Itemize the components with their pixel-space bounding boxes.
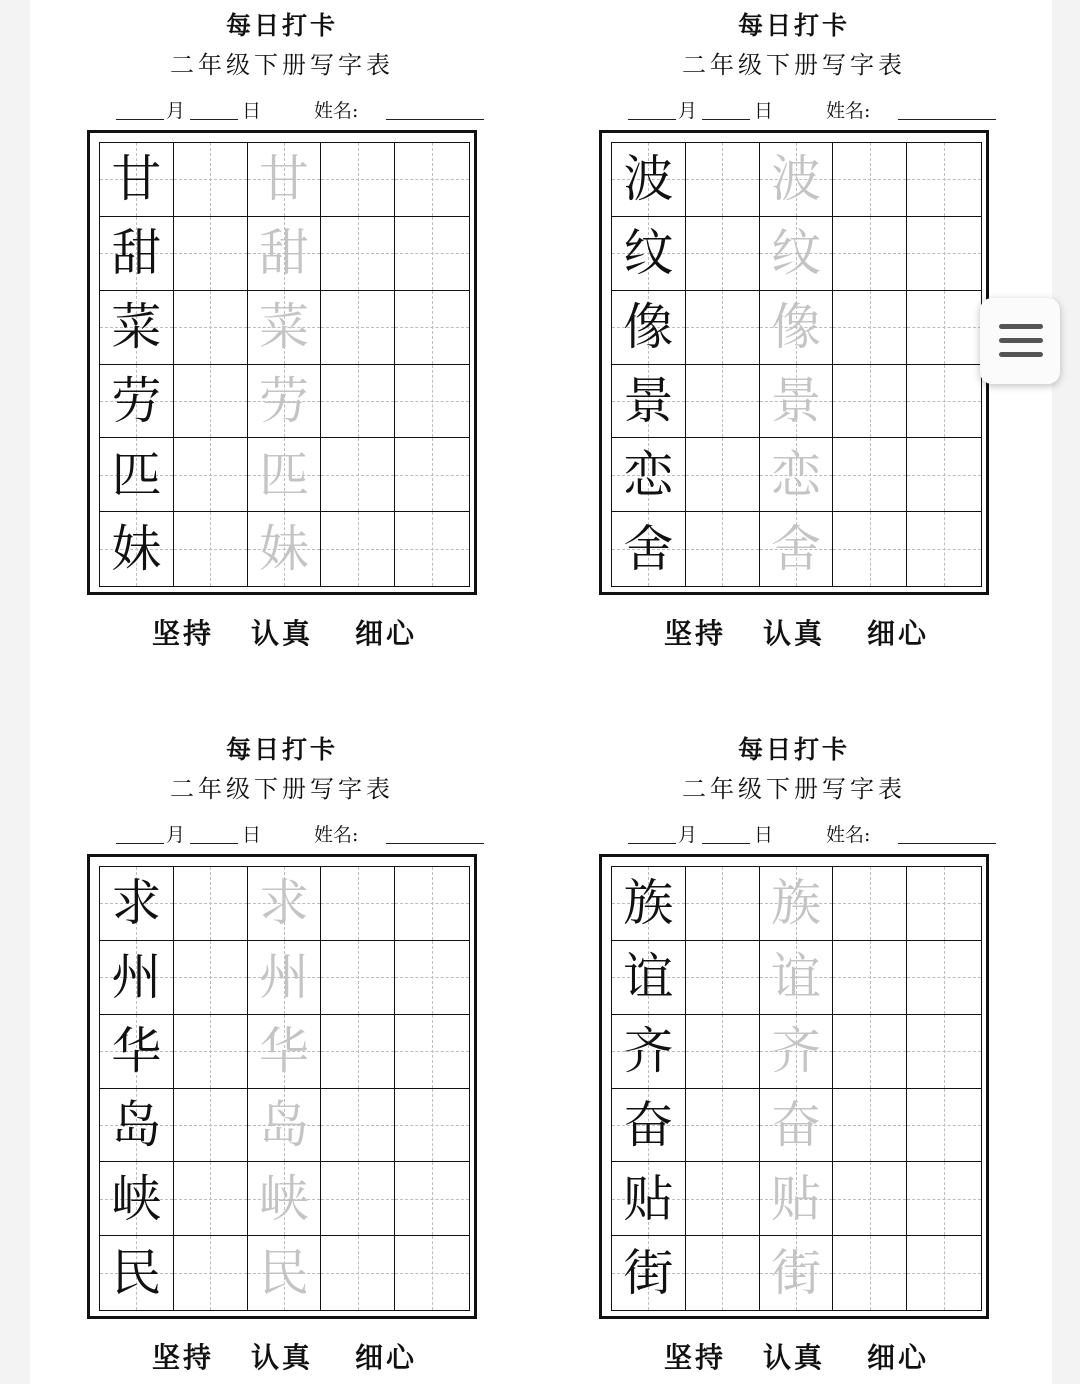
character-cell bbox=[100, 512, 174, 586]
practice-cell[interactable] bbox=[686, 867, 760, 941]
practice-cell[interactable] bbox=[907, 1162, 981, 1236]
name-label: 姓名: bbox=[314, 824, 359, 846]
month-blank[interactable] bbox=[628, 843, 676, 844]
character-cell bbox=[612, 941, 686, 1015]
model-character: 波 bbox=[623, 150, 674, 209]
character-cell bbox=[612, 365, 686, 439]
model-character: 奋 bbox=[623, 1095, 674, 1154]
model-character: 妹 bbox=[111, 520, 162, 579]
character-cell bbox=[612, 143, 686, 217]
month-label: 月 bbox=[166, 100, 186, 122]
character-grid-frame bbox=[599, 854, 989, 1319]
motto-text: 细心 bbox=[355, 1341, 418, 1374]
practice-cell[interactable] bbox=[321, 1236, 395, 1310]
practice-cell[interactable] bbox=[174, 217, 248, 291]
motto-text: 细心 bbox=[867, 617, 930, 650]
character-cell bbox=[100, 1089, 174, 1163]
name-blank[interactable] bbox=[898, 843, 996, 844]
practice-cell[interactable] bbox=[833, 867, 907, 941]
model-character: 贴 bbox=[623, 1169, 674, 1228]
month-label: 月 bbox=[166, 824, 186, 846]
worksheet-subtitle: 二年级下册写字表 bbox=[170, 51, 394, 79]
practice-cell[interactable] bbox=[686, 438, 760, 512]
character-cell bbox=[612, 1015, 686, 1089]
motto-text: 坚持 bbox=[152, 617, 215, 650]
floating-menu-button[interactable] bbox=[980, 298, 1060, 384]
motto-text: 坚持 bbox=[152, 1341, 215, 1374]
character-cell bbox=[248, 1162, 322, 1236]
motto-text: 细心 bbox=[867, 1341, 930, 1374]
character-cell bbox=[248, 512, 322, 586]
day-label: 日 bbox=[242, 824, 262, 846]
character-cell bbox=[760, 217, 834, 291]
practice-cell[interactable] bbox=[907, 512, 981, 586]
motto-text: 认真 bbox=[251, 617, 314, 650]
practice-cell[interactable] bbox=[833, 143, 907, 217]
character-cell bbox=[100, 438, 174, 512]
trace-character: 景 bbox=[770, 371, 821, 430]
character-grid-frame bbox=[599, 130, 989, 595]
character-cell bbox=[248, 143, 322, 217]
model-character: 菜 bbox=[111, 298, 162, 357]
practice-cell[interactable] bbox=[395, 438, 469, 512]
practice-cell[interactable] bbox=[686, 941, 760, 1015]
character-grid bbox=[611, 142, 982, 587]
practice-cell[interactable] bbox=[321, 512, 395, 586]
model-character: 匹 bbox=[111, 445, 162, 504]
practice-cell[interactable] bbox=[321, 1015, 395, 1089]
character-grid-frame bbox=[87, 854, 477, 1319]
trace-character: 求 bbox=[258, 874, 309, 933]
practice-cell[interactable] bbox=[686, 1162, 760, 1236]
month-blank[interactable] bbox=[628, 119, 676, 120]
worksheet-title: 每日打卡 bbox=[737, 735, 850, 764]
practice-cell[interactable] bbox=[907, 941, 981, 1015]
character-cell bbox=[612, 291, 686, 365]
character-cell bbox=[248, 1236, 322, 1310]
practice-cell[interactable] bbox=[833, 438, 907, 512]
model-character: 谊 bbox=[623, 948, 674, 1007]
practice-cell[interactable] bbox=[907, 291, 981, 365]
name-blank[interactable] bbox=[386, 843, 484, 844]
character-cell bbox=[760, 1162, 834, 1236]
practice-cell[interactable] bbox=[174, 941, 248, 1015]
practice-cell[interactable] bbox=[833, 365, 907, 439]
practice-cell[interactable] bbox=[174, 365, 248, 439]
character-grid bbox=[611, 866, 982, 1311]
day-label: 日 bbox=[754, 824, 774, 846]
trace-character: 贴 bbox=[770, 1169, 821, 1228]
worksheet-title: 每日打卡 bbox=[225, 735, 338, 764]
character-cell bbox=[760, 365, 834, 439]
trace-character: 纹 bbox=[770, 224, 821, 283]
practice-cell[interactable] bbox=[174, 438, 248, 512]
practice-cell[interactable] bbox=[686, 365, 760, 439]
model-character: 民 bbox=[111, 1244, 162, 1303]
practice-cell[interactable] bbox=[395, 1236, 469, 1310]
model-character: 恋 bbox=[623, 445, 674, 504]
model-character: 甜 bbox=[111, 224, 162, 283]
motto-text: 坚持 bbox=[664, 1341, 727, 1374]
practice-cell[interactable] bbox=[833, 291, 907, 365]
trace-character: 峡 bbox=[258, 1169, 309, 1228]
character-cell bbox=[612, 1089, 686, 1163]
worksheet-title: 每日打卡 bbox=[225, 11, 338, 40]
character-cell bbox=[100, 1015, 174, 1089]
trace-character: 甜 bbox=[258, 224, 309, 283]
character-cell bbox=[100, 1162, 174, 1236]
practice-cell[interactable] bbox=[321, 365, 395, 439]
month-label: 月 bbox=[678, 100, 698, 122]
practice-cell[interactable] bbox=[686, 291, 760, 365]
model-character: 甘 bbox=[111, 150, 162, 209]
trace-character: 妹 bbox=[258, 520, 309, 579]
practice-cell[interactable] bbox=[686, 1236, 760, 1310]
hamburger-menu-icon-bar bbox=[999, 352, 1043, 357]
name-blank[interactable] bbox=[898, 119, 996, 120]
practice-cell[interactable] bbox=[174, 291, 248, 365]
worksheet-title: 每日打卡 bbox=[737, 11, 850, 40]
model-character: 劳 bbox=[111, 371, 162, 430]
hamburger-menu-icon bbox=[999, 324, 1043, 329]
practice-cell[interactable] bbox=[174, 867, 248, 941]
day-label: 日 bbox=[754, 100, 774, 122]
character-cell bbox=[248, 867, 322, 941]
character-cell bbox=[248, 941, 322, 1015]
worksheet-3 bbox=[62, 724, 502, 1384]
trace-character: 岛 bbox=[258, 1095, 309, 1154]
practice-cell[interactable] bbox=[321, 143, 395, 217]
name-label: 姓名: bbox=[826, 824, 871, 846]
practice-cell[interactable] bbox=[395, 1089, 469, 1163]
practice-cell[interactable] bbox=[395, 1162, 469, 1236]
trace-character: 波 bbox=[770, 150, 821, 209]
worksheet-4 bbox=[574, 724, 1014, 1384]
month-label: 月 bbox=[678, 824, 698, 846]
character-cell bbox=[612, 512, 686, 586]
model-character: 族 bbox=[623, 874, 674, 933]
model-character: 齐 bbox=[623, 1022, 674, 1081]
character-cell bbox=[612, 1236, 686, 1310]
model-character: 像 bbox=[623, 298, 674, 357]
model-character: 州 bbox=[111, 948, 162, 1007]
practice-cell[interactable] bbox=[907, 867, 981, 941]
character-cell bbox=[760, 1015, 834, 1089]
practice-cell[interactable] bbox=[686, 1089, 760, 1163]
practice-cell[interactable] bbox=[907, 1236, 981, 1310]
character-cell bbox=[760, 1089, 834, 1163]
trace-character: 街 bbox=[770, 1244, 821, 1303]
practice-cell[interactable] bbox=[174, 143, 248, 217]
character-cell bbox=[760, 291, 834, 365]
practice-cell[interactable] bbox=[907, 217, 981, 291]
practice-cell[interactable] bbox=[174, 1089, 248, 1163]
date-name-line bbox=[116, 820, 486, 848]
practice-cell[interactable] bbox=[395, 1015, 469, 1089]
month-blank[interactable] bbox=[116, 119, 164, 120]
name-label: 姓名: bbox=[826, 100, 871, 122]
practice-cell[interactable] bbox=[321, 291, 395, 365]
practice-cell[interactable] bbox=[395, 143, 469, 217]
character-cell bbox=[100, 867, 174, 941]
practice-cell[interactable] bbox=[686, 1015, 760, 1089]
date-name-line bbox=[628, 820, 998, 848]
trace-character: 谊 bbox=[770, 948, 821, 1007]
practice-cell[interactable] bbox=[321, 867, 395, 941]
practice-cell[interactable] bbox=[833, 512, 907, 586]
worksheet-2 bbox=[574, 0, 1014, 660]
trace-character: 匹 bbox=[258, 445, 309, 504]
practice-cell[interactable] bbox=[395, 512, 469, 586]
practice-cell[interactable] bbox=[174, 1162, 248, 1236]
motto-text: 认真 bbox=[763, 1341, 826, 1374]
worksheet-1 bbox=[62, 0, 502, 660]
character-cell bbox=[760, 1236, 834, 1310]
character-cell bbox=[612, 1162, 686, 1236]
model-character: 景 bbox=[623, 371, 674, 430]
character-cell bbox=[248, 291, 322, 365]
trace-character: 舍 bbox=[770, 520, 821, 579]
character-cell bbox=[100, 291, 174, 365]
practice-cell[interactable] bbox=[321, 941, 395, 1015]
practice-cell[interactable] bbox=[686, 512, 760, 586]
character-cell bbox=[760, 438, 834, 512]
trace-character: 齐 bbox=[770, 1022, 821, 1081]
day-blank[interactable] bbox=[702, 119, 750, 120]
trace-character: 族 bbox=[770, 874, 821, 933]
name-blank[interactable] bbox=[386, 119, 484, 120]
character-cell bbox=[760, 512, 834, 586]
character-grid bbox=[99, 142, 470, 587]
model-character: 华 bbox=[111, 1022, 162, 1081]
practice-cell[interactable] bbox=[907, 143, 981, 217]
character-cell bbox=[100, 941, 174, 1015]
character-cell bbox=[612, 438, 686, 512]
practice-cell[interactable] bbox=[833, 941, 907, 1015]
worksheet-subtitle: 二年级下册写字表 bbox=[170, 775, 394, 803]
practice-cell[interactable] bbox=[907, 1015, 981, 1089]
motto-text: 认真 bbox=[251, 1341, 314, 1374]
character-cell bbox=[100, 217, 174, 291]
character-cell bbox=[248, 438, 322, 512]
model-character: 峡 bbox=[111, 1169, 162, 1228]
month-blank[interactable] bbox=[116, 843, 164, 844]
practice-cell[interactable] bbox=[321, 1162, 395, 1236]
character-cell bbox=[100, 365, 174, 439]
trace-character: 甘 bbox=[258, 150, 309, 209]
date-name-line bbox=[116, 96, 486, 124]
character-cell bbox=[248, 365, 322, 439]
practice-cell[interactable] bbox=[833, 217, 907, 291]
trace-character: 民 bbox=[258, 1244, 309, 1303]
motto-text: 细心 bbox=[355, 617, 418, 650]
practice-cell[interactable] bbox=[833, 1236, 907, 1310]
practice-cell[interactable] bbox=[395, 365, 469, 439]
day-blank[interactable] bbox=[190, 843, 238, 844]
practice-cell[interactable] bbox=[686, 143, 760, 217]
trace-character: 奋 bbox=[770, 1095, 821, 1154]
practice-cell[interactable] bbox=[174, 1015, 248, 1089]
character-cell bbox=[248, 1015, 322, 1089]
character-cell bbox=[760, 941, 834, 1015]
day-blank[interactable] bbox=[702, 843, 750, 844]
day-blank[interactable] bbox=[190, 119, 238, 120]
character-cell bbox=[100, 143, 174, 217]
model-character: 求 bbox=[111, 874, 162, 933]
character-grid bbox=[99, 866, 470, 1311]
trace-character: 像 bbox=[770, 298, 821, 357]
trace-character: 菜 bbox=[258, 298, 309, 357]
practice-cell[interactable] bbox=[907, 1089, 981, 1163]
worksheet-subtitle: 二年级下册写字表 bbox=[682, 775, 906, 803]
practice-cell[interactable] bbox=[321, 1089, 395, 1163]
trace-character: 州 bbox=[258, 948, 309, 1007]
practice-cell[interactable] bbox=[907, 365, 981, 439]
trace-character: 恋 bbox=[770, 445, 821, 504]
model-character: 舍 bbox=[623, 520, 674, 579]
model-character: 岛 bbox=[111, 1095, 162, 1154]
hamburger-menu-icon-bar bbox=[999, 338, 1043, 343]
practice-cell[interactable] bbox=[321, 438, 395, 512]
character-cell bbox=[248, 1089, 322, 1163]
trace-character: 劳 bbox=[258, 371, 309, 430]
motto-text: 坚持 bbox=[664, 617, 727, 650]
practice-cell[interactable] bbox=[833, 1162, 907, 1236]
practice-cell[interactable] bbox=[907, 438, 981, 512]
trace-character: 华 bbox=[258, 1022, 309, 1081]
model-character: 街 bbox=[623, 1244, 674, 1303]
date-name-line bbox=[628, 96, 998, 124]
character-cell bbox=[612, 867, 686, 941]
practice-cell[interactable] bbox=[395, 217, 469, 291]
motto-text: 认真 bbox=[763, 617, 826, 650]
name-label: 姓名: bbox=[314, 100, 359, 122]
character-cell bbox=[612, 217, 686, 291]
practice-cell[interactable] bbox=[833, 1015, 907, 1089]
character-cell bbox=[248, 217, 322, 291]
practice-cell[interactable] bbox=[174, 512, 248, 586]
practice-cell[interactable] bbox=[686, 217, 760, 291]
character-grid-frame bbox=[87, 130, 477, 595]
character-cell bbox=[760, 867, 834, 941]
character-cell bbox=[100, 1236, 174, 1310]
model-character: 纹 bbox=[623, 224, 674, 283]
practice-cell[interactable] bbox=[395, 291, 469, 365]
day-label: 日 bbox=[242, 100, 262, 122]
practice-cell[interactable] bbox=[174, 1236, 248, 1310]
character-cell bbox=[760, 143, 834, 217]
practice-cell[interactable] bbox=[395, 867, 469, 941]
practice-cell[interactable] bbox=[395, 941, 469, 1015]
worksheet-subtitle: 二年级下册写字表 bbox=[682, 51, 906, 79]
practice-cell[interactable] bbox=[321, 217, 395, 291]
practice-cell[interactable] bbox=[833, 1089, 907, 1163]
